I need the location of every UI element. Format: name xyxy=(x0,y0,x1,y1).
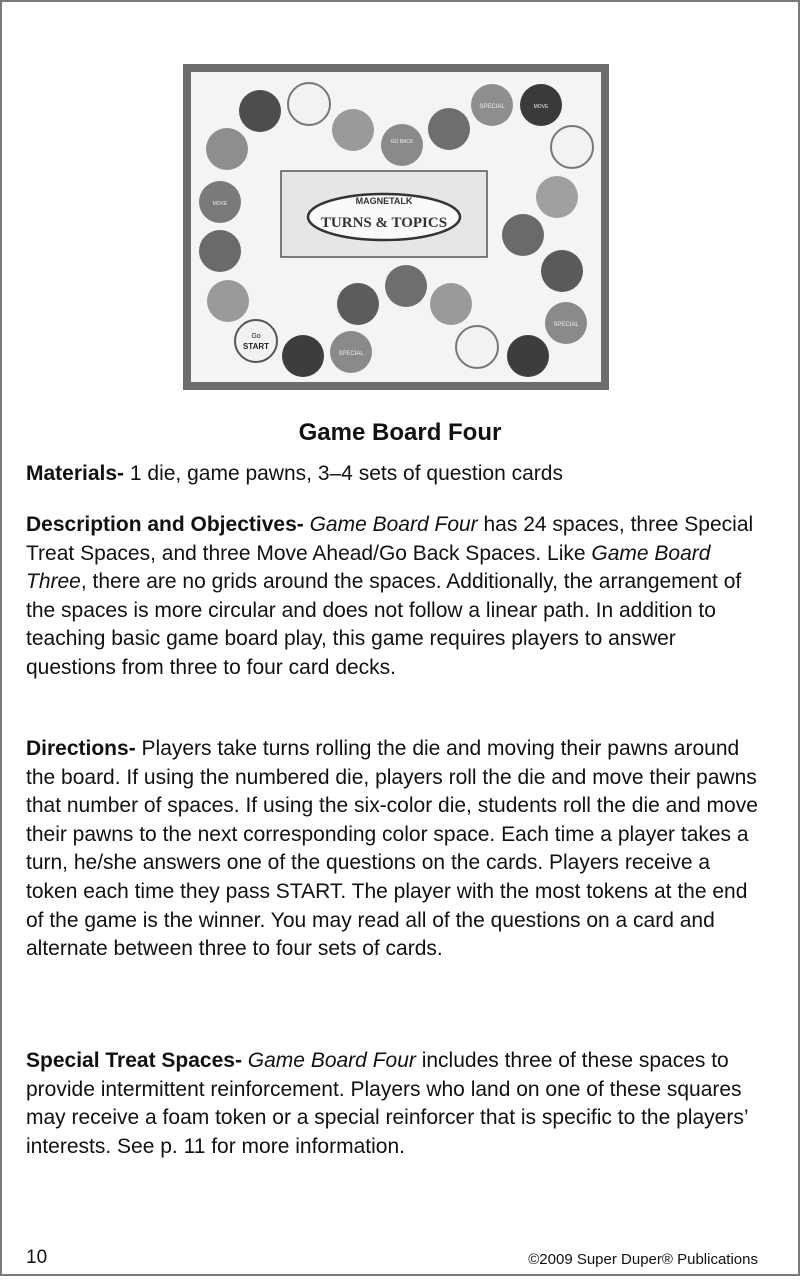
board-space xyxy=(536,176,578,218)
game-board-image xyxy=(183,64,609,390)
board-space xyxy=(551,126,593,168)
board-space xyxy=(239,90,281,132)
description-italic-2: Game Board Three xyxy=(26,541,711,594)
start-space xyxy=(235,320,277,362)
board-space xyxy=(430,283,472,325)
game-board-drawing xyxy=(183,64,609,390)
materials-label: Materials- xyxy=(26,462,125,485)
board-space xyxy=(199,230,241,272)
directions-text: Players take turns rolling the die and moving their pawns around the board. If using the numbered die, players roll the die and move their pawns that number of spaces. If using the six-color die, students roll the die and move their pawns to the next corresponding color space. Each time a player takes a turn, he/she answers one of the questions on the cards. Players receive a token each time they pass START. The player with the most tokens at the end of the game is the winner. You may read all of the questions on a card and alternate between three to four sets of cards. xyxy=(26,737,758,961)
description-paragraph xyxy=(26,511,766,683)
board-space xyxy=(385,265,427,307)
directions-label: Directions- xyxy=(26,737,136,760)
board-space xyxy=(207,280,249,322)
description-italic-1: Game Board Four xyxy=(309,513,478,536)
logo-top-text: MAGNETALK xyxy=(355,196,413,206)
special-space-label: SPECIAL xyxy=(553,322,579,328)
directions-paragraph xyxy=(26,735,766,964)
move-ahead-space xyxy=(381,124,423,166)
board-space xyxy=(456,326,498,368)
materials-paragraph xyxy=(26,460,766,489)
special-italic: Game Board Four xyxy=(247,1049,416,1072)
board-space xyxy=(288,83,330,125)
board-space xyxy=(206,128,248,170)
board-space xyxy=(428,108,470,150)
section-title: Game Board Four xyxy=(298,419,502,446)
move-space-label: MOVE xyxy=(212,201,228,207)
start-label: START xyxy=(242,342,270,351)
move-space-label: GO BACK xyxy=(390,139,414,145)
move-space-label: MOVE xyxy=(533,104,549,110)
board-space xyxy=(337,283,379,325)
special-space-label: SPECIAL xyxy=(338,351,364,357)
copyright-notice: ©2009 Super Duper® Publications xyxy=(528,1251,758,1268)
special-text: includes three of these spaces to provide intermittent reinforcement. Players who land on one of these squares may receive a foam token or a special reinforcer that is specific to the players’ interests. See p. 11 for more information. xyxy=(26,1049,748,1158)
board-space xyxy=(332,109,374,151)
special-paragraph xyxy=(26,1047,766,1161)
board-space xyxy=(282,335,324,377)
board-space xyxy=(502,214,544,256)
logo-main-text: TURNS & TOPICS xyxy=(320,215,448,231)
page-number: 10 xyxy=(26,1247,48,1268)
board-space xyxy=(507,335,549,377)
description-label: Description and Objectives- xyxy=(26,513,304,536)
board-space xyxy=(541,250,583,292)
go-label: Go xyxy=(251,333,261,340)
special-space-label: SPECIAL xyxy=(479,104,505,110)
materials-text: 1 die, game pawns, 3–4 sets of question cards xyxy=(124,462,563,485)
special-label: Special Treat Spaces- xyxy=(26,1049,242,1072)
description-text-2: , there are no grids around the spaces. Additionally, the arrangement of the spaces is more circular and does not follow a linear path. In addition to teaching basic game board play, this game requires players to answer questions from three to four card decks. xyxy=(26,570,742,679)
description-text-1: has 24 spaces, three Special Treat Spaces, and three Move Ahead/Go Back Spaces. Like xyxy=(26,513,754,565)
